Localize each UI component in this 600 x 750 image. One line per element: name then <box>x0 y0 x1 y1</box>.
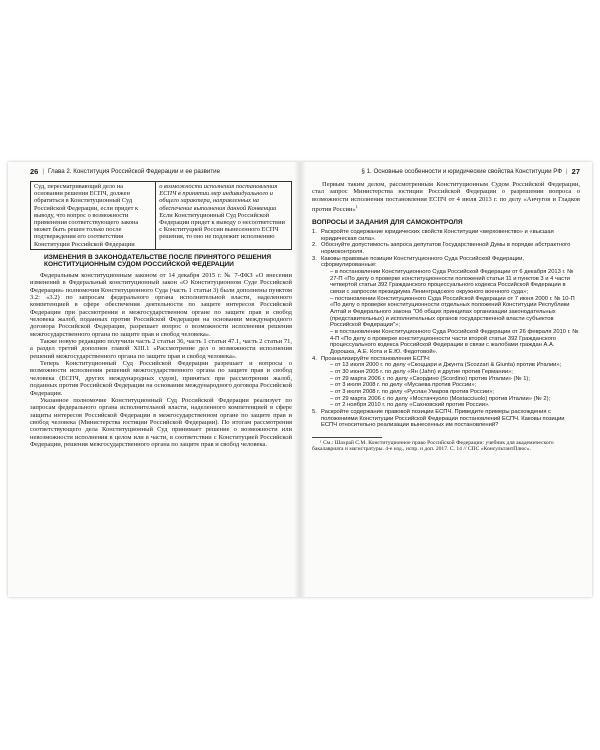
list-item: – от 30 июня 2005 г. по делу «Ян (Jahn) и другие против Германии»; <box>330 368 513 375</box>
question-number: 2. <box>312 242 317 249</box>
book-spread <box>8 162 592 597</box>
question-text: Проанализируйте постановления ЕСПЧ: <box>321 355 431 362</box>
question-number: 3. <box>312 255 317 262</box>
left-running-head <box>30 167 292 178</box>
question-number: 5. <box>312 408 317 415</box>
list-item: – постановлении Конституционного Суда Российской Федерации от 7 июня 2000 г. № 10-П «По делу о проверке конституционности отдельных положений Конституции Республики Алтай и Федерального закона "Об общих принципах организации законодательных (представительных) и исполнительных органов государственной власти субъектов Российской Федерации"»; <box>330 295 575 329</box>
section-heading: ИЗМЕНЕНИЯ В ЗАКОНОДАТЕЛЬСТВЕ ПОСЛЕ ПРИНЯТОГО РЕШЕНИЯ КОНСТИТУЦИОННЫМ СУДОМ РОССИЙСКОЙ ФЕДЕРАЦИИ <box>44 253 272 269</box>
paragraph-3: Теперь Конституционный Суд Российской Федерации разрешает и вопросы о возможности исполнения решений межгосударственного органа по защите прав и свобод человека (ЕСПЧ, других международных судов), принятых при рассмотрении жалоб, поданных против Российской Федерации на основании международного договора Российской Федерации. <box>30 360 292 397</box>
paragraph-1: Федеральным конституционным законом от 14 декабря 2015 г. № 7-ФКЗ «О внесении изменений в Федеральный конституционный закон «О Конституционном Суде Российской Федерации» полномочия Конституционного Суда (часть 1 статьи 3) были дополнены пунктом 3.2: «3.2) по запросам федерального органа исполнительной власти, наделенного компетенцией в сфере обеспечения деятельности по защите интересов Российской Федерации при рассмотрении в межгосударственном органе по защите прав и свобод человека жалоб, поданных против Российской Федерации на основании международного договора Российской Федерации, разрешает вопрос о возможности исполнения решения межгосударственного органа по защите прав и свобод человека». <box>30 272 292 338</box>
footnote-divider <box>312 437 382 438</box>
footnote: ¹ См.: Шахрай С.М. Конституционное право Российской Федерации: учебник для академического бакалавриата и магистратуры. 4-е изд., испр. и доп. 2017. С. 14 // СПС «КонсультантПлюс». <box>312 439 554 453</box>
list-item: – от 2 ноября 2010 г. по делу «Сахновский против России». <box>330 402 490 409</box>
table-right-cell <box>156 182 292 250</box>
list-item: – в постановлении Конституционного Суда Российской Федерации от 6 декабря 2013 г. № 27-П «По делу о проверке конституционности положений статьи 11 и пунктов 3 и 4 части четвертой статьи 392 Гражданского процессуального кодекса Российской Федерации в связи с запросом президиума Ленинградского окружного военного суда»; <box>330 269 574 296</box>
separator: | <box>42 168 44 175</box>
list-item: – от 29 марта 2006 г. по делу «Скордино (Scordino) против Италии» (№ 1); <box>330 375 530 382</box>
right-page-number: 27 <box>571 167 580 176</box>
question-text: Раскройте содержание юридических свойств Конституции «верховенство» и «высшая юридическая сила». <box>321 229 554 242</box>
table-right-cell-italic: о возможности исполнения постановления ЕСПЧ в принятии мер индивидуального и общего характера, направленных на обеспечение выполнения данной Конвенции <box>159 183 278 212</box>
table-left-cell: Суд, пересматривающий дело на основании решения ЕСПЧ, должен обратиться в Конституционный Суд Российской Федерации, если придет к выводу, что вопрос о возможности применения соответствующего закона может быть решен только после подтверждения его соответствия Конституции Российской Федерации <box>31 182 156 250</box>
list-item: – в постановлении Конституционного Суда Российской Федерации от 26 февраля 2010 г. № 4-П «По делу о проверке конституционности части второй статьи 392 Гражданского процессуального кодекса Российской Федерации в связи с жалобами граждан А.А. Дорошка, А.Е. Кота и Е.Ю. Федотовой». <box>330 328 579 355</box>
list-item: – от 3 июля 2008 г. по делу «Мусаева против России»; <box>330 382 477 389</box>
right-page <box>300 162 592 597</box>
question-5 <box>312 409 580 429</box>
question-2 <box>312 242 580 255</box>
list-item: – от 13 июля 2000 г. по делу «Скоццари и Джунта (Scozzari & Giunta) против Италии»; <box>330 362 562 369</box>
question-text: Каковы правовые позиции Конституционного Суда Российской Федерации, сформулированные: <box>321 255 524 269</box>
table-right-cell-plain: Если Конституционный Суд Российской Федерации придет к выводу о несоответствии с Конституцией России вынесенного ЕСПЧ решения, то оно не подлежит исполнению <box>159 211 285 241</box>
footnote-mark: 1 <box>355 204 358 210</box>
questions-list <box>312 229 580 429</box>
questions-heading: ВОПРОСЫ И ЗАДАНИЯ ДЛЯ САМОКОНТРОЛЯ <box>312 218 463 226</box>
question-number: 1. <box>312 229 317 236</box>
question-4 <box>312 356 580 409</box>
question-3 <box>312 256 580 356</box>
separator: | <box>566 168 568 175</box>
list-item: – от 29 марта 2006 г. по делу «Мостаччуоло (Mostacciuolo) против Италии» (№ 2); <box>330 395 551 402</box>
left-running-title: Глава 2. Конституция Российской Федерации и ее развитие <box>47 168 221 175</box>
question-number: 4. <box>312 355 317 362</box>
comparison-table <box>30 181 292 250</box>
right-running-title: § 1. Основные особенности и юридические свойства Конституции РФ <box>361 168 563 175</box>
intro-text: Первым таким делом, рассмотренным Конституционным Судом Российской Федерации, стал запрос Министерства юстиции Российской Федерации о разрешении вопроса о возможности исполнения постановления ЕСПЧ от 4 июля 2013 г. по делу «Анчугов и Гладков против России» <box>312 181 580 214</box>
list-item: – от 3 июля 2008 г. по делу «Руслан Умаров против России»; <box>330 388 495 395</box>
intro-paragraph <box>312 181 580 214</box>
paragraph-2: Также новую редакцию получили часть 2 статьи 36, часть 1 статьи 47.1, часть 2 статьи 71, а раздел третий дополнен главой XIII.1 «Рассмотрение дел о возможности исполнения решений межгосударственного органа по защите прав и свобод человека». <box>30 338 292 360</box>
question-text: Обоснуйте допустимость запроса депутатов Государственной Думы в порядке абстрактного нормоконтроля. <box>321 242 571 256</box>
question-text: Раскройте содержание правовой позиции ЕСПЧ. Приведите примеры расхождения с положениями Конституции Российской Федерации постановлений ЕСПЧ. Каковы позиции ЕСПЧ относительно реализации вынесенных им постановлений? <box>321 408 565 429</box>
question-1 <box>312 229 580 242</box>
right-running-head <box>312 167 580 178</box>
left-page <box>8 162 300 597</box>
paragraph-4: Указанное полномочие Конституционный Суд Российской Федерации реализует по запросам федерального органа исполнительной власти, наделенного компетенцией в сфере защиты интересов Российской Федерации в межгосударственном органе по защите прав и свобод человека (Министерства юстиции Российской Федерации). По итогам рассмотрения соответствующего дела Конституционный Суд принимает решение о возможности или невозможности исполнения в целом или в части, в соответствии с Конституцией Российской Федерации, решения межгосударственного органа по защите прав и свобод человека. <box>30 396 292 448</box>
left-page-number: 26 <box>30 167 39 176</box>
